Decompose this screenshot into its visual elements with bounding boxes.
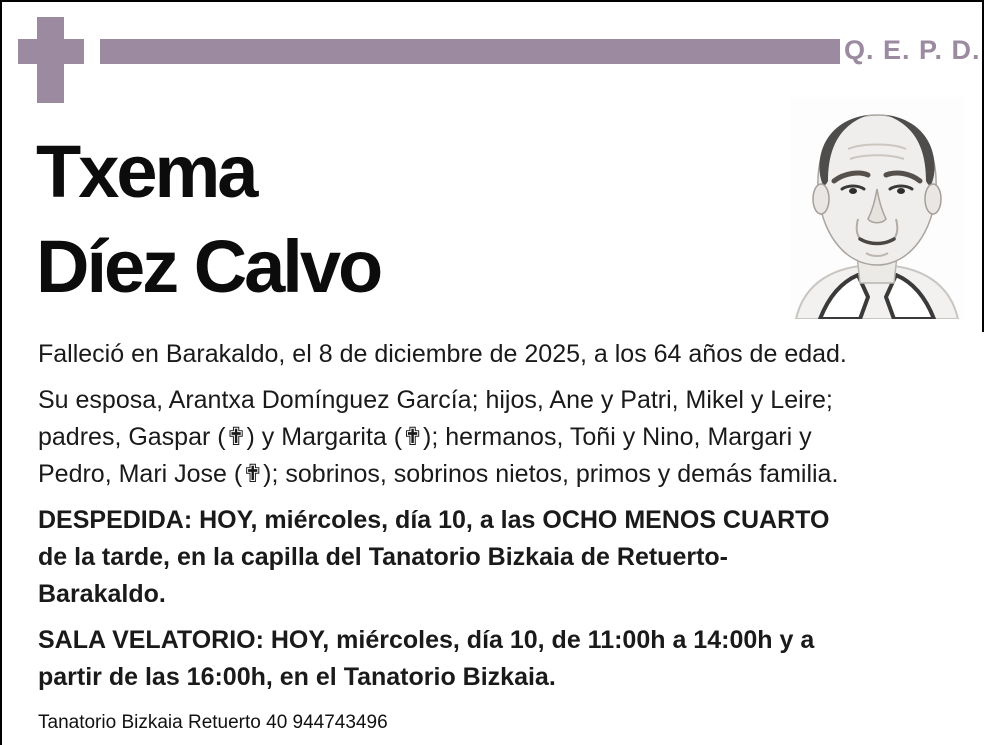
despedida-line: DESPEDIDA: HOY, miércoles, día 10, a las OCHO MENOS CUARTO — [38, 506, 830, 534]
sala-velatorio-line: partir de las 16:00h, en el Tanatorio Bizkaia. — [38, 663, 556, 691]
family-list — [38, 382, 953, 493]
announcement-line: Falleció en Barakaldo, el 8 de diciembre de 2025, a los 64 años de edad. — [38, 340, 847, 368]
portrait-photo — [790, 97, 964, 319]
portrait-photo-illustration — [790, 97, 964, 319]
despedida-line: Barakaldo. — [38, 580, 166, 608]
funeral-home-contact: Tanatorio Bizkaia Retuerto 40 944743496 — [38, 712, 388, 733]
despedida-line: de la tarde, en la capilla del Tanatorio Bizkaia de Retuerto- — [38, 543, 729, 571]
family-line: padres, Gaspar (✟) y Margarita (✟); hermanos, Toñi y Nino, Margari y — [38, 423, 812, 451]
deceased-name-line1: Txema — [36, 130, 256, 213]
family-line: Pedro, Mari Jose (✟); sobrinos, sobrinos nietos, primos y demás familia. — [38, 460, 839, 488]
despedida-info — [38, 502, 953, 613]
qepd-label: Q. E. P. D. — [844, 35, 981, 65]
obituary-body — [38, 336, 953, 705]
header-accent-bar — [100, 39, 840, 64]
family-line: Su esposa, Arantxa Domínguez García; hijos, Ane y Patri, Mikel y Leire; — [38, 386, 833, 414]
sala-velatorio-info — [38, 622, 953, 696]
deceased-name — [36, 124, 380, 314]
cross-horizontal-bar — [18, 39, 84, 64]
death-announcement — [38, 336, 953, 373]
deceased-name-line2: Díez Calvo — [36, 225, 381, 308]
sala-velatorio-line: SALA VELATORIO: HOY, miércoles, día 10, de 11:00h a 14:00h y a — [38, 626, 815, 654]
memorial-cross-icon — [18, 17, 84, 103]
